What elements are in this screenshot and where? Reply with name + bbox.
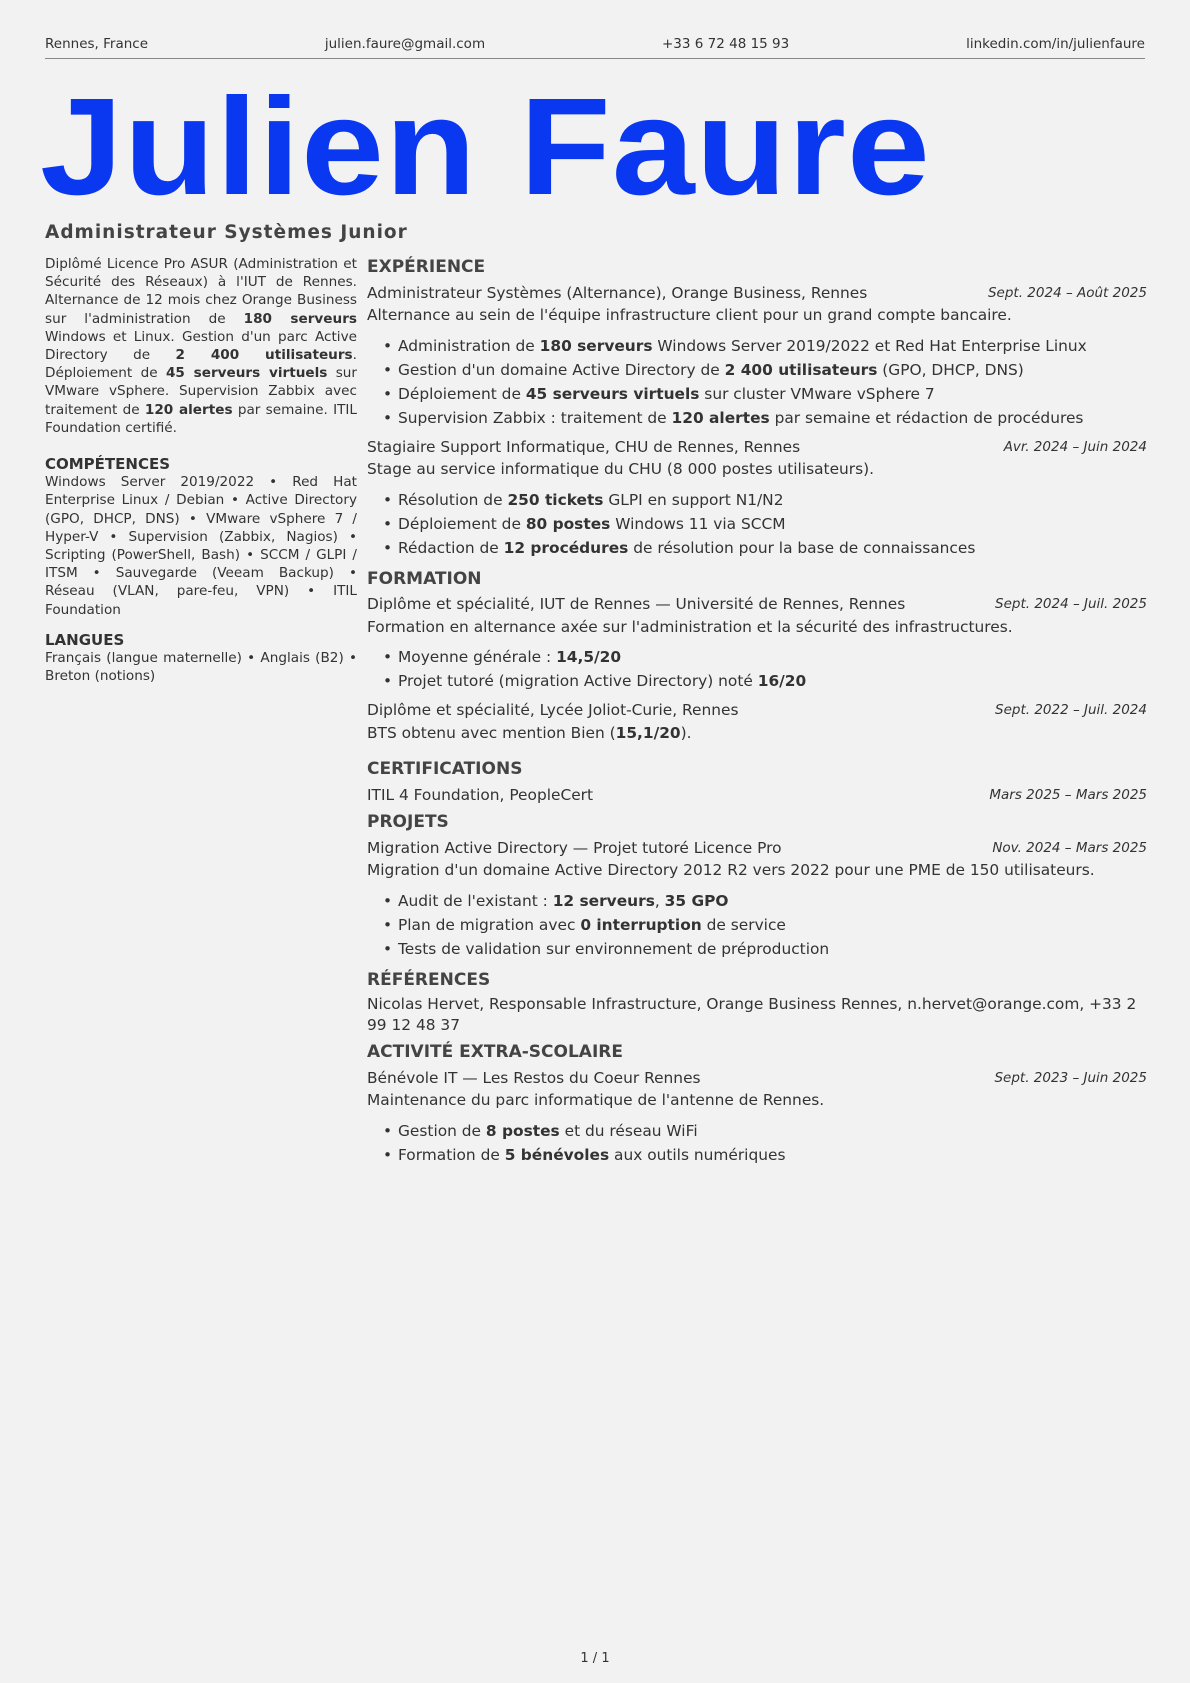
languages-heading: LANGUES [45, 630, 125, 649]
reference-text: Nicolas Hervet, Responsable Infrastructure, Orange Business Rennes, n.hervet@orange.com, +33 2 99 12 48 37 [367, 995, 1137, 1034]
job-date: Avr. 2024 – Juin 2024 [1003, 438, 1147, 455]
candidate-name: Julien Faure [40, 70, 931, 224]
education-desc: BTS obtenu avec mention Bien (15,1/20). [367, 723, 692, 742]
contact-bar [45, 36, 1145, 59]
education-entry [367, 593, 1147, 693]
activity-title: Bénévole IT — Les Restos du Coeur Rennes [367, 1068, 701, 1087]
education-desc: Formation en alternance axée sur l'administration et la sécurité des infrastructures. [367, 617, 1013, 636]
list-item: • Gestion d'un domaine Active Directory de 2 400 utilisateurs (GPO, DHCP, DNS) [383, 358, 1147, 382]
job-desc: Stage au service informatique du CHU (8 000 postes utilisateurs). [367, 460, 875, 478]
sidebar [45, 255, 357, 685]
list-item: • Moyenne générale : 14,5/20 [383, 645, 1147, 669]
list-item: • Supervision Zabbix : traitement de 120 alertes par semaine et rédaction de procédures [383, 406, 1147, 430]
experience-heading: EXPÉRIENCE [367, 257, 486, 277]
education-date: Sept. 2022 – Juil. 2024 [995, 702, 1147, 718]
location: Rennes, France [45, 36, 149, 52]
activities-heading: ACTIVITÉ EXTRA-SCOLAIRE [367, 1042, 623, 1062]
list-item: • Administration de 180 serveurs Windows Server 2019/2022 et Red Hat Enterprise Linux [383, 334, 1147, 358]
skills-text: Windows Server 2019/2022 • Red Hat Enterprise Linux / Debian • Active Directory (GPO, DHCP, DNS) • VMware vSphere 7 / Hyper-V • Supervision (Zabbix, Nagios) • Scripting (PowerShell, Bash) • SCCM / GLPI / ITSM • Sauvegarde (Veeam Backup) • Réseau (VLAN, pare-feu, VPN) • ITIL Foundation [45, 474, 357, 618]
job-entry [367, 436, 1147, 560]
certification-entry: ITIL 4 Foundation, PeopleCert Mars 2025 – Mars 2025 [367, 785, 1147, 804]
project-desc: Migration d'un domaine Active Directory 2012 R2 vers 2022 pour une PME de 150 utilisateurs. [367, 861, 1095, 879]
certifications-heading: CERTIFICATIONS [367, 759, 523, 779]
job-entry [367, 282, 1147, 430]
education-date: Sept. 2024 – Juil. 2025 [995, 596, 1147, 612]
job-title: Administrateur Systèmes Junior [45, 222, 408, 243]
list-item: • Gestion de 8 postes et du réseau WiFi [383, 1119, 1147, 1143]
education-title: Diplôme et spécialité, Lycée Joliot-Curie, Rennes [367, 701, 739, 719]
project-title: Migration Active Directory — Projet tutoré Licence Pro [367, 838, 782, 857]
list-item: • Plan de migration avec 0 interruption de service [383, 913, 1147, 937]
list-item: • Formation de 5 bénévoles aux outils numériques [383, 1143, 1147, 1167]
list-item: • Audit de l'existant : 12 serveurs, 35 GPO [383, 889, 1147, 913]
education-title: Diplôme et spécialité, IUT de Rennes — Université de Rennes, Rennes [367, 595, 906, 613]
list-item: • Rédaction de 12 procédures de résolution pour la base de connaissances [383, 536, 1147, 560]
phone: +33 6 72 48 15 93 [661, 36, 790, 52]
linkedin-link[interactable]: linkedin.com/in/julienfaure [966, 36, 1145, 52]
summary: Diplômé Licence Pro ASUR (Administration et Sécurité des Réseaux) à l'IUT de Rennes. Alternance de 12 mois chez Orange Business sur l'administration de 180 serveurs Windows et Linux. Gestion d'un parc Active Directory de 2 400 utilisateurs. Déploiement de 45 serveurs virtuels sur VMware vSphere. Supervision Zabbix avec traitement de 120 alertes par semaine. ITIL Foundation certifié. [45, 256, 357, 436]
email-link[interactable]: julien.faure@gmail.com [324, 36, 486, 52]
main-content [367, 256, 1147, 1173]
list-item: • Déploiement de 80 postes Windows 11 via SCCM [383, 512, 1147, 536]
list-item: • Résolution de 250 tickets GLPI en support N1/N2 [383, 488, 1147, 512]
activity-entry [367, 1067, 1147, 1167]
job-desc: Alternance au sein de l'équipe infrastructure client pour un grand compte bancaire. [367, 306, 1012, 324]
projects-heading: PROJETS [367, 812, 449, 832]
page-number: 1 / 1 [580, 1651, 610, 1666]
activity-date: Sept. 2023 – Juin 2025 [994, 1069, 1147, 1086]
job-title: Administrateur Systèmes (Alternance), Orange Business, Rennes [367, 283, 868, 302]
education-heading: FORMATION [367, 568, 482, 589]
list-item: • Projet tutoré (migration Active Directory) noté 16/20 [383, 669, 1147, 693]
skills-heading: COMPÉTENCES [45, 455, 171, 474]
project-entry [367, 837, 1147, 961]
job-date: Sept. 2024 – Août 2025 [987, 284, 1147, 301]
activity-desc: Maintenance du parc informatique de l'antenne de Rennes. [367, 1091, 825, 1109]
job-title: Stagiaire Support Informatique, CHU de Rennes, Rennes [367, 437, 801, 456]
education-entry [367, 699, 1147, 744]
list-item: • Déploiement de 45 serveurs virtuels sur cluster VMware vSphere 7 [383, 382, 1147, 406]
project-date: Nov. 2024 – Mars 2025 [992, 839, 1147, 856]
list-item: • Tests de validation sur environnement de préproduction [383, 937, 1147, 961]
languages-text: Français (langue maternelle) • Anglais (B2) • Breton (notions) [45, 650, 357, 685]
references-heading: RÉFÉRENCES [367, 969, 491, 990]
